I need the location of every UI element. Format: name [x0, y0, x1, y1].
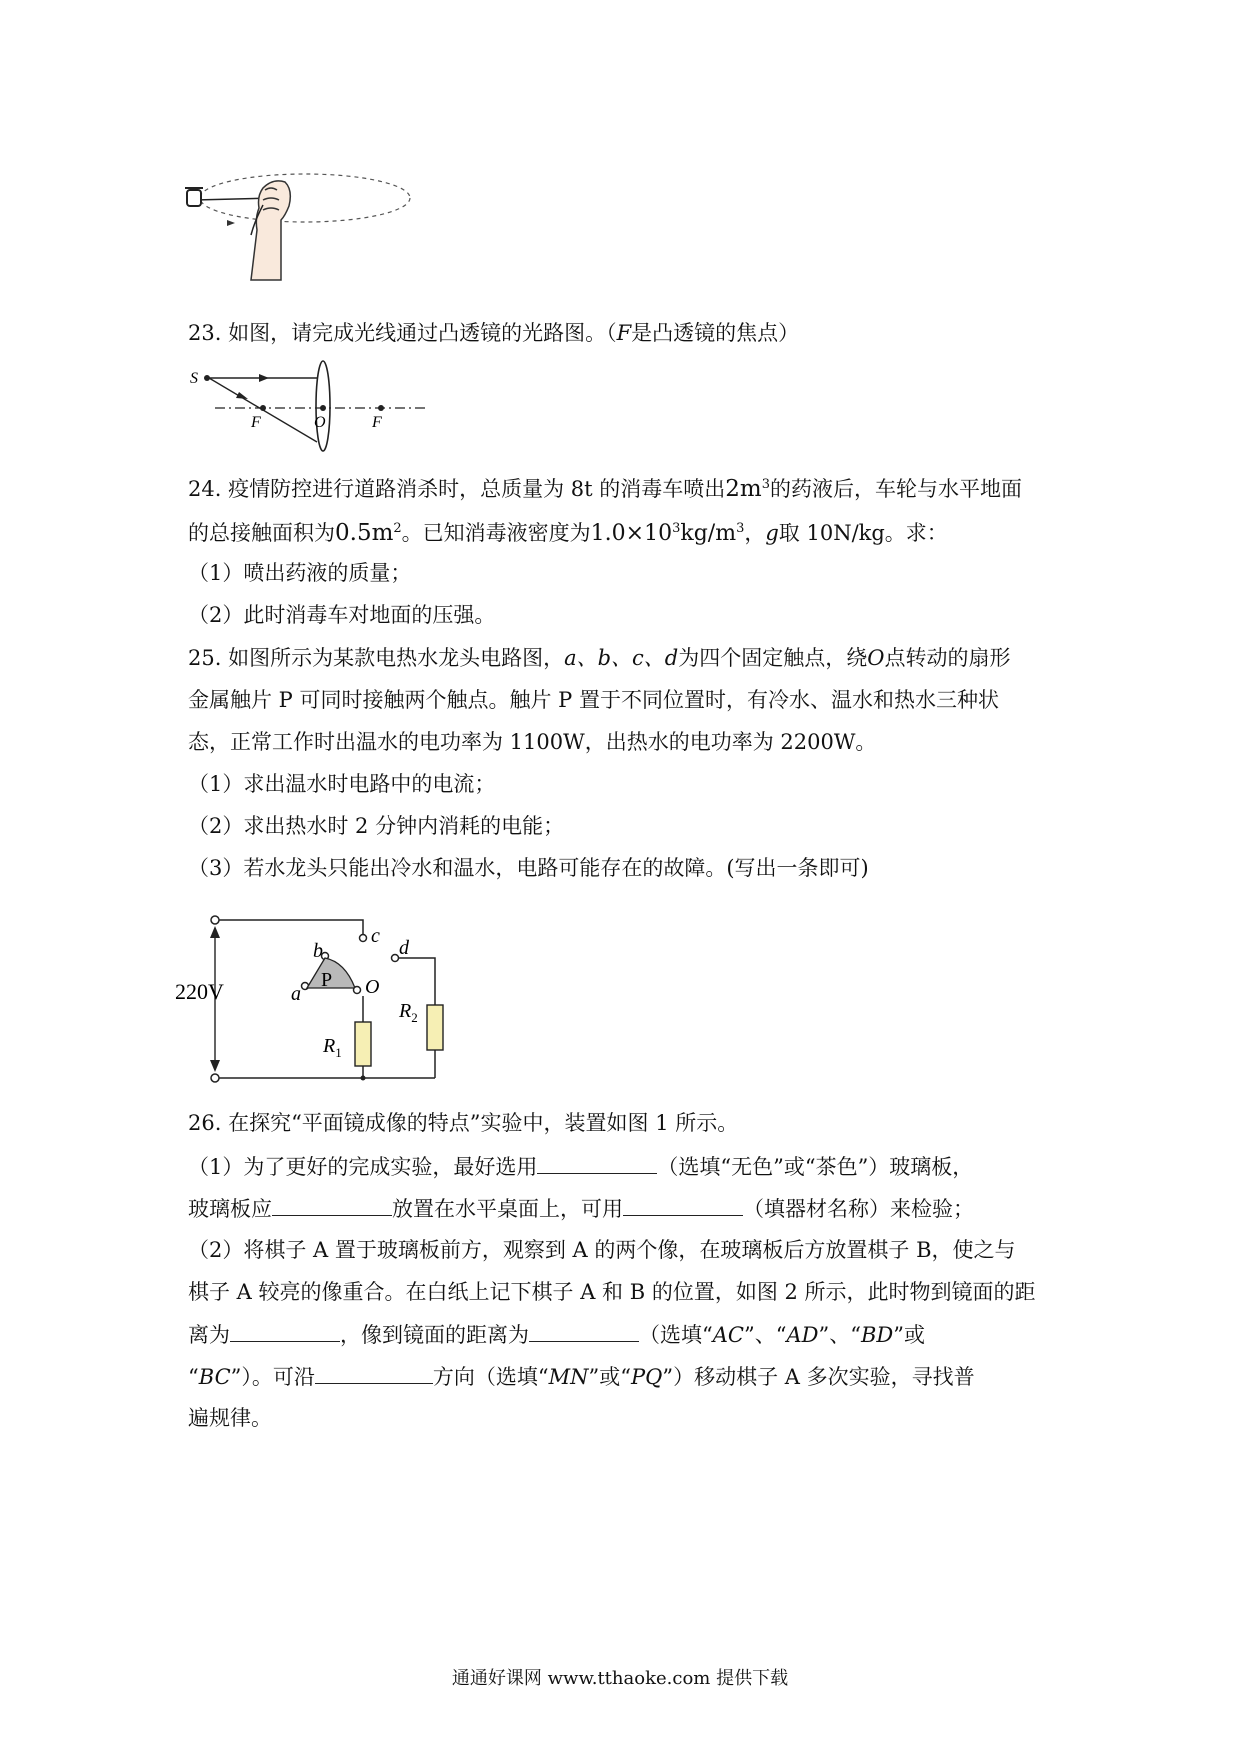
resistor-R1 [355, 1022, 371, 1066]
lens-diagram [185, 358, 430, 468]
q26-line7: “BC”）。可沿 方向（选填“MN”或“PQ”）移动棋子 A 多次实验，寻找普 [188, 1361, 975, 1392]
resistor-R2 [427, 1005, 443, 1050]
q24-line2: 的总接触面积为$0.5m^2$。已知消毒液密度为$1.0\times 10^3kg/m^3$，g取 10N/kg。求： [188, 520, 948, 546]
focus-left [260, 405, 266, 411]
hand-icon [251, 181, 290, 280]
ray-focus-arrow [236, 392, 248, 399]
q25-line3: 态，正常工作时出温水的电功率为 1100W，出热水的电功率为 2200W。 [188, 730, 877, 754]
q25-sub3: （3）若水龙头只能出冷水和温水，电路可能存在的故障。(写出一条即可) [188, 856, 869, 880]
circuit-diagram [175, 900, 455, 1100]
contact-c [360, 935, 367, 942]
label-c: c [371, 925, 380, 947]
contact-d [392, 955, 399, 962]
label-O: O [314, 414, 326, 431]
pivot-O [354, 987, 361, 994]
orbit-arrow [227, 220, 235, 226]
optical-center [320, 405, 326, 411]
label-O: O [365, 976, 380, 998]
terminal-bottom [211, 1074, 219, 1082]
q26-line3: 玻璃板应 放置在水平桌面上，可用 （填器材名称）来检验； [188, 1193, 974, 1224]
q26-line2: （1）为了更好的完成实验，最好选用 （选填“无色”或“茶色”）玻璃板， [188, 1151, 973, 1182]
wire-top-left [215, 920, 363, 934]
q24-sub1: （1）喷出药液的质量； [188, 561, 412, 585]
object-icon [185, 188, 203, 206]
label-F-right: F [372, 414, 382, 431]
wire-d-to-r2 [399, 958, 435, 1005]
blank-4[interactable] [230, 1319, 340, 1342]
voltage-arrow-down [210, 1060, 220, 1072]
label-d: d [399, 937, 409, 959]
q24-line1: 24. 疫情防控进行道路消杀时，总质量为 8t 的消毒车喷出$2m^3$的药液后，车轮与水平地面 [188, 476, 1022, 502]
label-R2: $R_2$ [399, 1000, 418, 1025]
voltage-arrow-up [210, 926, 220, 938]
ray-parallel-arrow [259, 374, 269, 382]
q25-sub1: （1）求出温水时电路中的电流； [188, 772, 496, 796]
q25-line2: 金属触片 P 可同时接触两个触点。触片 P 置于不同位置时，有冷水、温水和热水三种状 [188, 688, 999, 712]
q26-line8: 遍规律。 [188, 1406, 272, 1430]
blank-6[interactable] [315, 1361, 433, 1384]
label-P: P [321, 969, 333, 991]
label-220V: 220V [175, 979, 224, 1004]
circular-motion-figure [185, 160, 415, 295]
blank-5[interactable] [529, 1319, 639, 1342]
q23-text: 23. 如图，请完成光线通过凸透镜的光路图。（F是凸透镜的焦点） [188, 321, 800, 345]
q25-line1: 25. 如图所示为某款电热水龙头电路图，a、b、c、d为四个固定触点，绕O点转动的扇形 [188, 646, 1011, 670]
blank-1[interactable] [537, 1151, 657, 1174]
junction-bottom [361, 1076, 366, 1081]
dashed-orbit [200, 174, 410, 222]
terminal-top [211, 916, 219, 924]
focus-right [378, 405, 384, 411]
label-b: b [313, 940, 323, 962]
q26-line1: 26. 在探究“平面镜成像的特点”实验中，装置如图 1 所示。 [188, 1111, 739, 1135]
q26-line6: 离为 ，像到镜面的距离为 （选填“AC”、“AD”、“BD”或 [188, 1319, 925, 1350]
q24-sub2: （2）此时消毒车对地面的压强。 [188, 603, 496, 627]
point-S [204, 375, 210, 381]
label-a: a [291, 983, 301, 1005]
label-R1: $R_1$ [323, 1035, 342, 1060]
blank-3[interactable] [623, 1193, 743, 1216]
q25-sub2: （2）求出热水时 2 分钟内消耗的电能； [188, 814, 565, 838]
label-S: S [190, 370, 198, 387]
q26-line4: （2）将棋子 A 置于玻璃板前方，观察到 A 的两个像，在玻璃板后方放置棋子 B，使之与 [188, 1238, 1016, 1262]
blank-2[interactable] [272, 1193, 392, 1216]
page-footer: 通通好课网 www.tthaoke.com 提供下载 [451, 1668, 789, 1689]
label-F-left: F [251, 414, 261, 431]
q26-line5: 棋子 A 较亮的像重合。在白纸上记下棋子 A 和 B 的位置，如图 2 所示，此时物到镜面的距 [188, 1280, 1036, 1304]
